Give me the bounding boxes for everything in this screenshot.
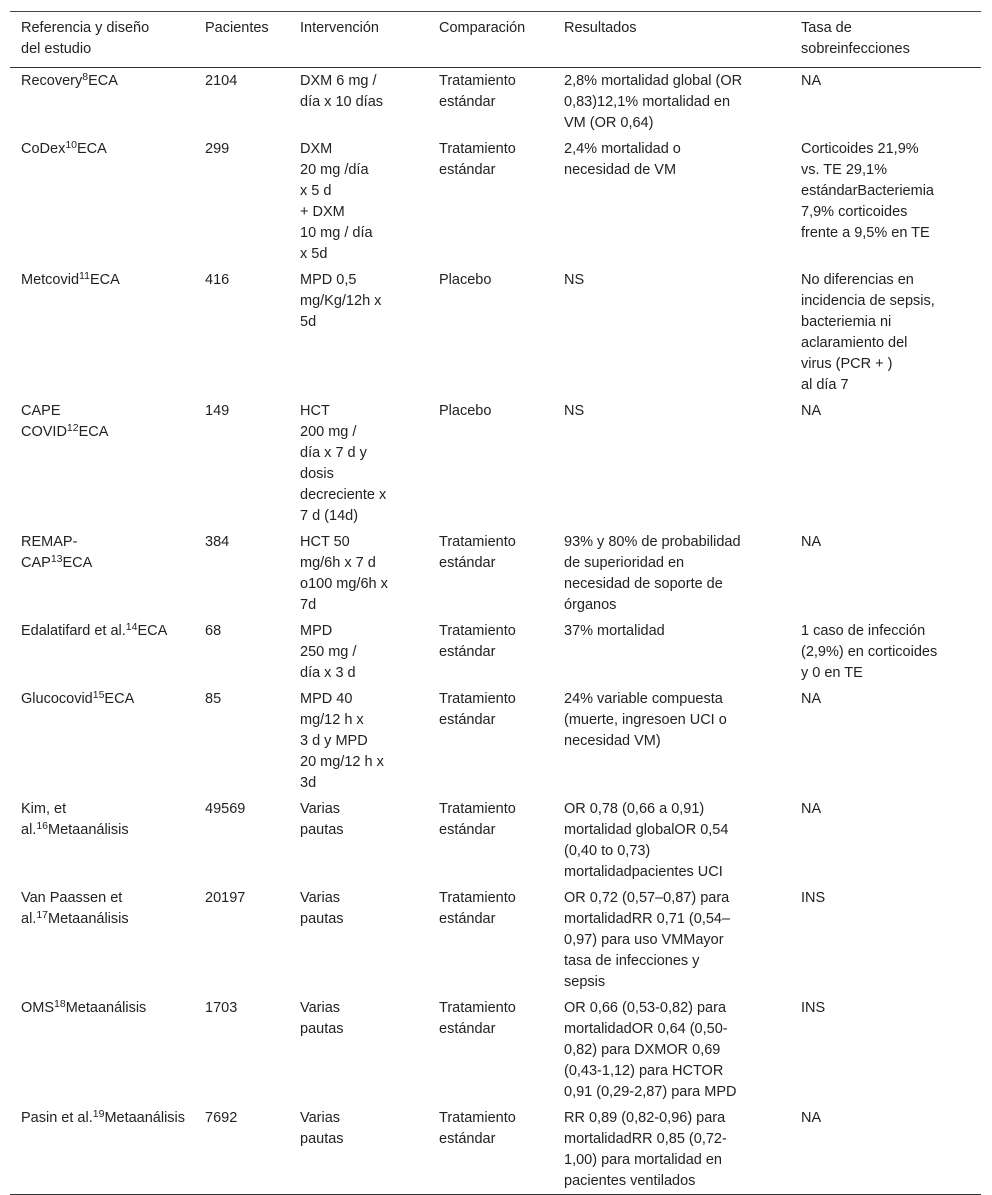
cell-line: 0,82) para DXMOR 0,69 <box>564 1042 721 1058</box>
cell-sobreinfecciones <box>790 686 981 796</box>
cell-line: Varias <box>300 890 341 906</box>
cell-resultados <box>553 1105 790 1195</box>
study-name: Glucocovid <box>21 691 93 707</box>
cell-line: pautas <box>300 911 344 927</box>
study-design: Metaanálisis <box>48 911 129 927</box>
cell-line: Varias <box>300 1110 341 1126</box>
study-design: ECA <box>77 141 107 157</box>
cell-line: OR 0,78 (0,66 a 0,91) <box>564 801 705 817</box>
cell-line: 250 mg / <box>300 644 357 660</box>
cell-line: INS <box>801 1000 826 1016</box>
cell-line: 2,4% mortalidad o <box>564 141 681 157</box>
cell-intervencion <box>289 885 428 995</box>
cell-line: x 5 d <box>300 183 332 199</box>
cell-sobreinfecciones <box>790 68 981 137</box>
cell-pacientes: 68 <box>205 623 222 639</box>
cell-resultados <box>553 68 790 137</box>
cell-line: pautas <box>300 822 344 838</box>
cell-intervencion <box>289 136 428 267</box>
citation-number: 17 <box>36 909 49 921</box>
study-name: CAPE COVID <box>21 403 67 440</box>
cell-line: Tratamiento <box>439 141 516 157</box>
cell-line: NS <box>564 272 585 288</box>
cell-line: 0,91 (0,29-2,87) para MPD <box>564 1084 737 1100</box>
cell-comparacion <box>428 796 553 885</box>
cell-line: No diferencias en <box>801 272 914 288</box>
cell-line: mortalidadOR 0,64 (0,50- <box>564 1021 728 1037</box>
table-row <box>10 686 981 796</box>
cell-intervencion <box>289 1105 428 1195</box>
cell-intervencion <box>289 995 428 1105</box>
cell-line: Tratamiento <box>439 801 516 817</box>
cell-line: 0,97) para uso VMMayor <box>564 932 724 948</box>
study-name: REMAP-CAP <box>21 534 78 571</box>
cell-line: 24% variable compuesta <box>564 691 723 707</box>
cell-intervencion <box>289 618 428 686</box>
cell-line: RR 0,89 (0,82-0,96) para <box>564 1110 726 1126</box>
table-row <box>10 796 981 885</box>
cell-line: día x 7 d y <box>300 445 367 461</box>
header-intervencion: Intervención <box>300 20 379 36</box>
studies-table <box>10 11 981 1195</box>
cell-line: día x 3 d <box>300 665 356 681</box>
cell-line: y 0 en TE <box>801 665 863 681</box>
cell-pacientes: 1703 <box>205 1000 238 1016</box>
cell-line: 20 mg /día <box>300 162 369 178</box>
cell-resultados <box>553 529 790 618</box>
cell-reference <box>10 686 194 796</box>
cell-line: (muerte, ingresoen UCI o <box>564 712 727 728</box>
cell-line: Tratamiento <box>439 1110 516 1126</box>
cell-intervencion <box>289 686 428 796</box>
cell-line: mortalidadpacientes UCI <box>564 864 723 880</box>
cell-reference <box>10 995 194 1105</box>
cell-reference <box>10 529 194 618</box>
cell-line: 10 mg / día <box>300 225 373 241</box>
cell-pacientes: 299 <box>205 141 230 157</box>
citation-number: 8 <box>82 71 89 83</box>
cell-line: NA <box>801 534 822 550</box>
citation-number: 19 <box>92 1108 105 1120</box>
cell-resultados <box>553 686 790 796</box>
cell-line: o100 mg/6h x <box>300 576 388 592</box>
cell-line: bacteriemia ni <box>801 314 892 330</box>
cell-line: (2,9%) en corticoides <box>801 644 938 660</box>
cell-line: x 5d <box>300 246 328 262</box>
cell-comparacion <box>428 686 553 796</box>
cell-sobreinfecciones <box>790 885 981 995</box>
cell-line: VM (OR 0,64) <box>564 115 654 131</box>
cell-line: Placebo <box>439 403 492 419</box>
study-design: ECA <box>89 272 120 288</box>
cell-line: aclaramiento del <box>801 335 908 351</box>
citation-number: 16 <box>36 820 49 832</box>
cell-line: HCT <box>300 403 330 419</box>
cell-line: decreciente x <box>300 487 387 503</box>
cell-sobreinfecciones <box>790 796 981 885</box>
cell-intervencion <box>289 796 428 885</box>
cell-line: mg/Kg/12h x <box>300 293 382 309</box>
header-sobreinfecciones: Tasa de sobreinfecciones <box>801 20 910 57</box>
cell-sobreinfecciones <box>790 136 981 267</box>
cell-line: sepsis <box>564 974 606 990</box>
cell-comparacion <box>428 398 553 529</box>
cell-line: MPD 0,5 <box>300 272 357 288</box>
cell-line: estándar <box>439 822 496 838</box>
citation-number: 11 <box>79 270 90 282</box>
cell-intervencion <box>289 267 428 398</box>
study-design: Metaanálisis <box>104 1110 186 1126</box>
cell-line: NA <box>801 801 822 817</box>
cell-intervencion <box>289 68 428 137</box>
cell-sobreinfecciones <box>790 529 981 618</box>
cell-line: 20 mg/12 h x <box>300 754 384 770</box>
cell-resultados <box>553 136 790 267</box>
cell-line: estándar <box>439 911 496 927</box>
cell-intervencion <box>289 529 428 618</box>
cell-line: pautas <box>300 1131 344 1147</box>
cell-line: de superioridad en <box>564 555 685 571</box>
cell-line: estándar <box>439 162 496 178</box>
cell-line: NA <box>801 691 822 707</box>
study-name: CoDex <box>21 141 66 157</box>
table-row <box>10 398 981 529</box>
cell-line: estándar <box>439 94 496 110</box>
cell-intervencion <box>289 398 428 529</box>
cell-pacientes: 49569 <box>205 801 246 817</box>
table-row <box>10 136 981 267</box>
study-name: Pasin et al. <box>21 1110 93 1126</box>
cell-line: tasa de infecciones y <box>564 953 700 969</box>
cell-line: Tratamiento <box>439 534 516 550</box>
cell-line: Varias <box>300 801 341 817</box>
study-name: Edalatifard et al. <box>21 623 126 639</box>
cell-line: 0,83)12,1% mortalidad en <box>564 94 731 110</box>
cell-reference <box>10 68 194 137</box>
cell-line: Tratamiento <box>439 73 516 89</box>
header-row <box>10 12 981 68</box>
cell-line: necesidad de soporte de <box>564 576 723 592</box>
cell-pacientes: 149 <box>205 403 230 419</box>
cell-line: estándar <box>439 644 496 660</box>
cell-sobreinfecciones <box>790 1105 981 1195</box>
table-row <box>10 1105 981 1195</box>
table-row <box>10 267 981 398</box>
cell-line: necesidad VM) <box>564 733 661 749</box>
cell-line: estándar <box>439 555 496 571</box>
cell-line: al día 7 <box>801 377 849 393</box>
citation-number: 14 <box>125 621 138 633</box>
cell-comparacion <box>428 529 553 618</box>
cell-reference <box>10 136 194 267</box>
citation-number: 15 <box>92 689 105 701</box>
cell-line: 3 d y MPD <box>300 733 368 749</box>
cell-line: Placebo <box>439 272 492 288</box>
cell-comparacion <box>428 1105 553 1195</box>
study-design: ECA <box>62 555 93 571</box>
cell-resultados <box>553 398 790 529</box>
cell-reference <box>10 267 194 398</box>
cell-resultados <box>553 995 790 1105</box>
study-design: ECA <box>137 623 168 639</box>
study-name: Van Paassen et al. <box>21 890 123 927</box>
cell-line: NA <box>801 1110 822 1126</box>
cell-line: 7,9% corticoides <box>801 204 908 220</box>
cell-line: 37% mortalidad <box>564 623 665 639</box>
cell-line: Corticoides 21,9% <box>801 141 919 157</box>
cell-line: 1,00) para mortalidad en <box>564 1152 722 1168</box>
cell-comparacion <box>428 618 553 686</box>
cell-pacientes: 7692 <box>205 1110 238 1126</box>
header-comparacion: Comparación <box>439 20 526 36</box>
cell-line: mortalidadRR 0,71 (0,54– <box>564 911 731 927</box>
cell-line: pacientes ventilados <box>564 1173 696 1189</box>
cell-line: (0,40 to 0,73) <box>564 843 651 859</box>
cell-line: estándar <box>439 1021 496 1037</box>
table-row <box>10 885 981 995</box>
cell-reference <box>10 796 194 885</box>
cell-line: día x 10 días <box>300 94 384 110</box>
cell-sobreinfecciones <box>790 995 981 1105</box>
cell-line: mortalidadRR 0,85 (0,72- <box>564 1131 727 1147</box>
header-resultados: Resultados <box>564 20 637 36</box>
study-design: ECA <box>104 691 135 707</box>
study-name: Kim, et al. <box>21 801 67 838</box>
cell-line: 200 mg / <box>300 424 357 440</box>
cell-resultados <box>553 618 790 686</box>
cell-reference <box>10 618 194 686</box>
study-name: Metcovid <box>21 272 80 288</box>
cell-resultados <box>553 796 790 885</box>
cell-line: estándarBacteriemia <box>801 183 934 199</box>
cell-comparacion <box>428 68 553 137</box>
cell-line: dosis <box>300 466 334 482</box>
citation-number: 10 <box>65 139 78 151</box>
header-pacientes: Pacientes <box>205 20 269 36</box>
cell-line: 3d <box>300 775 317 791</box>
cell-line: necesidad de VM <box>564 162 677 178</box>
cell-line: Tratamiento <box>439 623 516 639</box>
table-row <box>10 529 981 618</box>
cell-pacientes: 85 <box>205 691 222 707</box>
cell-line: frente a 9,5% en TE <box>801 225 930 241</box>
citation-number: 18 <box>54 998 66 1010</box>
cell-line: 7 d (14d) <box>300 508 359 524</box>
cell-resultados <box>553 267 790 398</box>
cell-comparacion <box>428 267 553 398</box>
cell-line: + DXM <box>300 204 345 220</box>
cell-pacientes: 20197 <box>205 890 246 906</box>
cell-line: estándar <box>439 712 496 728</box>
cell-line: 93% y 80% de probabilidad <box>564 534 741 550</box>
study-name: OMS <box>21 1000 55 1016</box>
cell-line: DXM <box>300 141 333 157</box>
table-header <box>10 12 981 68</box>
cell-line: 7d <box>300 597 317 613</box>
cell-sobreinfecciones <box>790 618 981 686</box>
study-design: ECA <box>88 73 118 89</box>
cell-line: Tratamiento <box>439 1000 516 1016</box>
cell-line: MPD 40 <box>300 691 353 707</box>
cell-line: virus (PCR + ) <box>801 356 893 372</box>
cell-reference <box>10 885 194 995</box>
cell-resultados <box>553 885 790 995</box>
cell-line: vs. TE 29,1% <box>801 162 887 178</box>
cell-line: INS <box>801 890 826 906</box>
cell-line: mortalidad globalOR 0,54 <box>564 822 729 838</box>
cell-line: estándar <box>439 1131 496 1147</box>
study-design: Metaanálisis <box>65 1000 147 1016</box>
cell-line: Tratamiento <box>439 890 516 906</box>
cell-line: NS <box>564 403 585 419</box>
cell-line: NA <box>801 403 822 419</box>
cell-line: 5d <box>300 314 317 330</box>
cell-line: OR 0,72 (0,57–0,87) para <box>564 890 730 906</box>
table-row <box>10 995 981 1105</box>
cell-comparacion <box>428 995 553 1105</box>
study-design: ECA <box>78 424 109 440</box>
cell-sobreinfecciones <box>790 267 981 398</box>
cell-line: pautas <box>300 1021 344 1037</box>
table-row <box>10 618 981 686</box>
cell-sobreinfecciones <box>790 398 981 529</box>
table-row <box>10 68 981 137</box>
cell-reference <box>10 1105 194 1195</box>
cell-line: 2,8% mortalidad global (OR <box>564 73 743 89</box>
citation-number: 12 <box>66 422 79 434</box>
cell-comparacion <box>428 136 553 267</box>
cell-line: NA <box>801 73 822 89</box>
header-ref: Referencia y diseño del estudio <box>21 20 150 57</box>
cell-comparacion <box>428 885 553 995</box>
cell-line: Tratamiento <box>439 691 516 707</box>
cell-line: incidencia de sepsis, <box>801 293 935 309</box>
cell-pacientes: 2104 <box>205 73 238 89</box>
table-body <box>10 68 981 1195</box>
cell-line: mg/6h x 7 d <box>300 555 376 571</box>
study-name: Recovery <box>21 73 83 89</box>
study-design: Metaanálisis <box>48 822 129 838</box>
cell-line: OR 0,66 (0,53-0,82) para <box>564 1000 727 1016</box>
cell-pacientes: 416 <box>205 272 230 288</box>
citation-number: 13 <box>50 553 63 565</box>
cell-line: mg/12 h x <box>300 712 364 728</box>
cell-line: MPD <box>300 623 333 639</box>
cell-line: órganos <box>564 597 617 613</box>
cell-line: (0,43-1,12) para HCTOR <box>564 1063 724 1079</box>
cell-line: DXM 6 mg / <box>300 73 377 89</box>
cell-line: 1 caso de infección <box>801 623 926 639</box>
cell-reference <box>10 398 194 529</box>
cell-line: HCT 50 <box>300 534 350 550</box>
cell-pacientes: 384 <box>205 534 230 550</box>
cell-line: Varias <box>300 1000 341 1016</box>
